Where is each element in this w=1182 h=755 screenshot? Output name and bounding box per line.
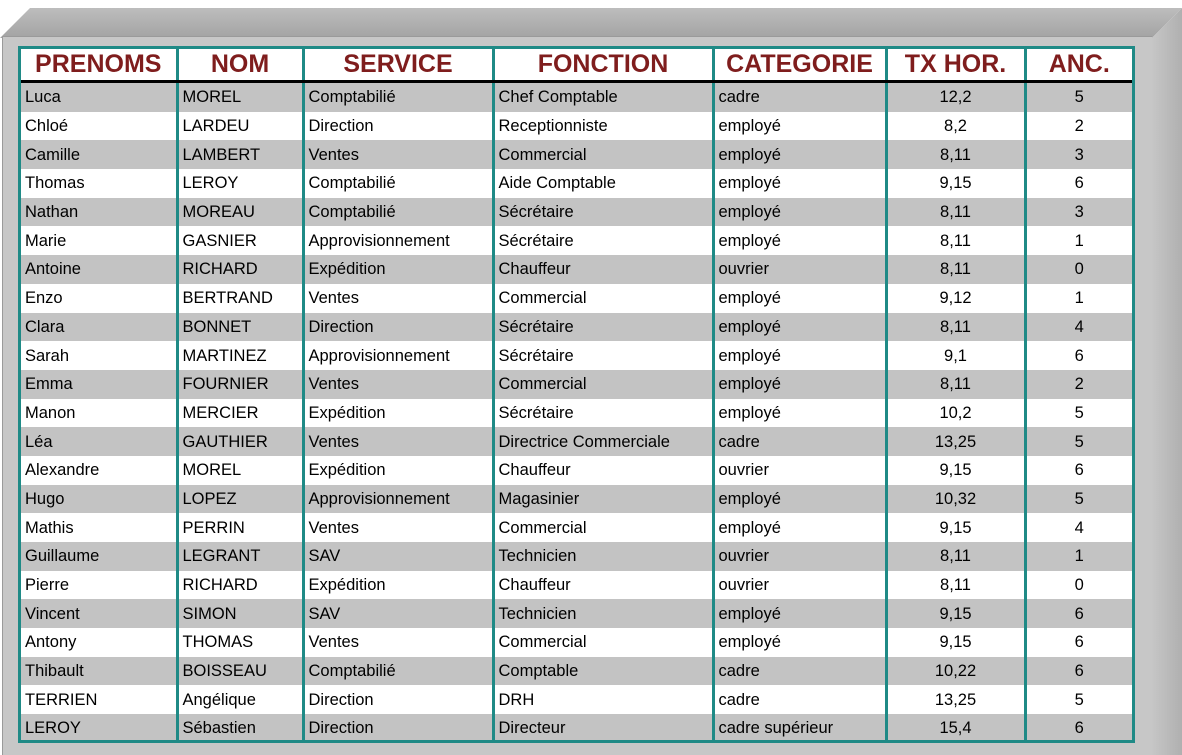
- prenom-cell: Thibault: [21, 657, 177, 686]
- service-cell: Direction: [303, 685, 493, 714]
- taux-horaire-cell: 9,12: [886, 284, 1025, 313]
- categorie-cell: employé: [713, 140, 886, 169]
- table-row: [21, 399, 1132, 428]
- table-row: [21, 628, 1132, 657]
- prenom-cell: Nathan: [21, 198, 177, 227]
- nom-cell: THOMAS: [177, 628, 303, 657]
- categorie-cell: employé: [713, 313, 886, 342]
- service-cell: Ventes: [303, 284, 493, 313]
- service-cell: Expédition: [303, 255, 493, 284]
- categorie-cell: cadre: [713, 657, 886, 686]
- taux-horaire-cell: 8,11: [886, 226, 1025, 255]
- service-cell: Direction: [303, 112, 493, 141]
- anciennete-cell: 1: [1025, 284, 1132, 313]
- fonction-cell: Commercial: [493, 628, 713, 657]
- nom-cell: FOURNIER: [177, 370, 303, 399]
- taux-horaire-cell: 8,11: [886, 571, 1025, 600]
- table-row: [21, 485, 1132, 514]
- nom-cell: SIMON: [177, 599, 303, 628]
- service-cell: SAV: [303, 542, 493, 571]
- table-row: [21, 198, 1132, 227]
- prenom-cell: Hugo: [21, 485, 177, 514]
- table-row: [21, 341, 1132, 370]
- taux-horaire-cell: 10,2: [886, 399, 1025, 428]
- nom-cell: LOPEZ: [177, 485, 303, 514]
- prenom-cell: Léa: [21, 427, 177, 456]
- taux-horaire-cell: 8,11: [886, 370, 1025, 399]
- nom-cell: LAMBERT: [177, 140, 303, 169]
- fonction-cell: Directeur: [493, 714, 713, 743]
- column-header-nom: NOM: [177, 49, 303, 82]
- fonction-cell: Receptionniste: [493, 112, 713, 141]
- anciennete-cell: 5: [1025, 685, 1132, 714]
- nom-cell: GASNIER: [177, 226, 303, 255]
- anciennete-cell: 6: [1025, 714, 1132, 743]
- fonction-cell: Commercial: [493, 513, 713, 542]
- table-row: [21, 226, 1132, 255]
- anciennete-cell: 2: [1025, 112, 1132, 141]
- categorie-cell: cadre: [713, 685, 886, 714]
- nom-cell: Angélique: [177, 685, 303, 714]
- prenom-cell: Mathis: [21, 513, 177, 542]
- service-cell: Comptabilié: [303, 198, 493, 227]
- taux-horaire-cell: 9,15: [886, 628, 1025, 657]
- fonction-cell: Directrice Commerciale: [493, 427, 713, 456]
- prenom-cell: Vincent: [21, 599, 177, 628]
- prenom-cell: Luca: [21, 82, 177, 112]
- categorie-cell: ouvrier: [713, 255, 886, 284]
- table-row: [21, 685, 1132, 714]
- prenom-cell: Emma: [21, 370, 177, 399]
- service-cell: Approvisionnement: [303, 226, 493, 255]
- header-row: [21, 49, 1132, 82]
- categorie-cell: employé: [713, 599, 886, 628]
- categorie-cell: employé: [713, 399, 886, 428]
- table-body: [21, 82, 1132, 743]
- table-row: [21, 112, 1132, 141]
- categorie-cell: employé: [713, 198, 886, 227]
- service-cell: Ventes: [303, 628, 493, 657]
- fonction-cell: Commercial: [493, 284, 713, 313]
- nom-cell: MOREL: [177, 82, 303, 112]
- prenom-cell: Alexandre: [21, 456, 177, 485]
- table-row: [21, 657, 1132, 686]
- service-cell: Approvisionnement: [303, 341, 493, 370]
- prenom-cell: Marie: [21, 226, 177, 255]
- fonction-cell: Aide Comptable: [493, 169, 713, 198]
- column-header-fonction: FONCTION: [493, 49, 713, 82]
- table-row: [21, 571, 1132, 600]
- prenom-cell: TERRIEN: [21, 685, 177, 714]
- taux-horaire-cell: 8,2: [886, 112, 1025, 141]
- taux-horaire-cell: 8,11: [886, 140, 1025, 169]
- service-cell: Direction: [303, 313, 493, 342]
- column-header-taux-horaire: TX HOR.: [886, 49, 1025, 82]
- fonction-cell: Magasinier: [493, 485, 713, 514]
- table-row: [21, 427, 1132, 456]
- anciennete-cell: 5: [1025, 427, 1132, 456]
- taux-horaire-cell: 8,11: [886, 313, 1025, 342]
- nom-cell: RICHARD: [177, 571, 303, 600]
- column-header-service: SERVICE: [303, 49, 493, 82]
- categorie-cell: ouvrier: [713, 542, 886, 571]
- taux-horaire-cell: 13,25: [886, 685, 1025, 714]
- prenom-cell: Guillaume: [21, 542, 177, 571]
- categorie-cell: employé: [713, 485, 886, 514]
- nom-cell: MERCIER: [177, 399, 303, 428]
- categorie-cell: employé: [713, 628, 886, 657]
- prenom-cell: Enzo: [21, 284, 177, 313]
- fonction-cell: Technicien: [493, 542, 713, 571]
- nom-cell: LARDEU: [177, 112, 303, 141]
- prenom-cell: Clara: [21, 313, 177, 342]
- prenom-cell: LEROY: [21, 714, 177, 743]
- nom-cell: LEGRANT: [177, 542, 303, 571]
- categorie-cell: ouvrier: [713, 571, 886, 600]
- frame-right-bevel: [1152, 8, 1182, 755]
- taux-horaire-cell: 12,2: [886, 82, 1025, 112]
- fonction-cell: Sécrétaire: [493, 313, 713, 342]
- frame-top-bevel: [0, 8, 1182, 38]
- employee-table-container: [18, 46, 1135, 743]
- anciennete-cell: 4: [1025, 313, 1132, 342]
- taux-horaire-cell: 9,1: [886, 341, 1025, 370]
- taux-horaire-cell: 8,11: [886, 542, 1025, 571]
- categorie-cell: cadre: [713, 427, 886, 456]
- categorie-cell: ouvrier: [713, 456, 886, 485]
- nom-cell: MOREL: [177, 456, 303, 485]
- nom-cell: RICHARD: [177, 255, 303, 284]
- service-cell: Comptabilié: [303, 82, 493, 112]
- service-cell: Comptabilié: [303, 169, 493, 198]
- fonction-cell: Comptable: [493, 657, 713, 686]
- taux-horaire-cell: 9,15: [886, 599, 1025, 628]
- categorie-cell: cadre: [713, 82, 886, 112]
- anciennete-cell: 0: [1025, 571, 1132, 600]
- fonction-cell: Commercial: [493, 140, 713, 169]
- prenom-cell: Sarah: [21, 341, 177, 370]
- prenom-cell: Manon: [21, 399, 177, 428]
- anciennete-cell: 5: [1025, 485, 1132, 514]
- fonction-cell: Sécrétaire: [493, 226, 713, 255]
- service-cell: Expédition: [303, 456, 493, 485]
- taux-horaire-cell: 9,15: [886, 513, 1025, 542]
- prenom-cell: Chloé: [21, 112, 177, 141]
- categorie-cell: employé: [713, 226, 886, 255]
- service-cell: Expédition: [303, 571, 493, 600]
- table-row: [21, 82, 1132, 112]
- taux-horaire-cell: 8,11: [886, 198, 1025, 227]
- table-row: [21, 542, 1132, 571]
- service-cell: Direction: [303, 714, 493, 743]
- anciennete-cell: 4: [1025, 513, 1132, 542]
- nom-cell: MARTINEZ: [177, 341, 303, 370]
- nom-cell: BOISSEAU: [177, 657, 303, 686]
- categorie-cell: cadre supérieur: [713, 714, 886, 743]
- anciennete-cell: 2: [1025, 370, 1132, 399]
- table-row: [21, 370, 1132, 399]
- prenom-cell: Pierre: [21, 571, 177, 600]
- fonction-cell: Chauffeur: [493, 456, 713, 485]
- anciennete-cell: 5: [1025, 399, 1132, 428]
- anciennete-cell: 6: [1025, 657, 1132, 686]
- anciennete-cell: 1: [1025, 542, 1132, 571]
- taux-horaire-cell: 10,22: [886, 657, 1025, 686]
- taux-horaire-cell: 15,4: [886, 714, 1025, 743]
- table-row: [21, 313, 1132, 342]
- fonction-cell: Sécrétaire: [493, 399, 713, 428]
- table-row: [21, 599, 1132, 628]
- fonction-cell: Chauffeur: [493, 571, 713, 600]
- table-row: [21, 255, 1132, 284]
- employee-table: [21, 49, 1132, 743]
- service-cell: SAV: [303, 599, 493, 628]
- taux-horaire-cell: 13,25: [886, 427, 1025, 456]
- service-cell: Ventes: [303, 370, 493, 399]
- fonction-cell: Technicien: [493, 599, 713, 628]
- anciennete-cell: 3: [1025, 198, 1132, 227]
- table-row: [21, 140, 1132, 169]
- column-header-categorie: CATEGORIE: [713, 49, 886, 82]
- anciennete-cell: 3: [1025, 140, 1132, 169]
- nom-cell: BONNET: [177, 313, 303, 342]
- table-row: [21, 284, 1132, 313]
- nom-cell: GAUTHIER: [177, 427, 303, 456]
- table-row: [21, 456, 1132, 485]
- categorie-cell: employé: [713, 112, 886, 141]
- fonction-cell: Sécrétaire: [493, 198, 713, 227]
- nom-cell: MOREAU: [177, 198, 303, 227]
- categorie-cell: employé: [713, 169, 886, 198]
- prenom-cell: Thomas: [21, 169, 177, 198]
- service-cell: Ventes: [303, 513, 493, 542]
- categorie-cell: employé: [713, 284, 886, 313]
- nom-cell: BERTRAND: [177, 284, 303, 313]
- taux-horaire-cell: 9,15: [886, 169, 1025, 198]
- fonction-cell: DRH: [493, 685, 713, 714]
- taux-horaire-cell: 9,15: [886, 456, 1025, 485]
- anciennete-cell: 0: [1025, 255, 1132, 284]
- table-row: [21, 169, 1132, 198]
- service-cell: Approvisionnement: [303, 485, 493, 514]
- taux-horaire-cell: 10,32: [886, 485, 1025, 514]
- fonction-cell: Commercial: [493, 370, 713, 399]
- categorie-cell: employé: [713, 341, 886, 370]
- fonction-cell: Sécrétaire: [493, 341, 713, 370]
- prenom-cell: Camille: [21, 140, 177, 169]
- nom-cell: PERRIN: [177, 513, 303, 542]
- anciennete-cell: 6: [1025, 599, 1132, 628]
- taux-horaire-cell: 8,11: [886, 255, 1025, 284]
- anciennete-cell: 1: [1025, 226, 1132, 255]
- fonction-cell: Chauffeur: [493, 255, 713, 284]
- column-header-anciennete: ANC.: [1025, 49, 1132, 82]
- categorie-cell: employé: [713, 513, 886, 542]
- prenom-cell: Antony: [21, 628, 177, 657]
- service-cell: Expédition: [303, 399, 493, 428]
- fonction-cell: Chef Comptable: [493, 82, 713, 112]
- service-cell: Ventes: [303, 140, 493, 169]
- column-header-prenoms: PRENOMS: [21, 49, 177, 82]
- nom-cell: LEROY: [177, 169, 303, 198]
- anciennete-cell: 6: [1025, 341, 1132, 370]
- table-row: [21, 714, 1132, 743]
- anciennete-cell: 6: [1025, 456, 1132, 485]
- service-cell: Comptabilié: [303, 657, 493, 686]
- anciennete-cell: 5: [1025, 82, 1132, 112]
- nom-cell: Sébastien: [177, 714, 303, 743]
- prenom-cell: Antoine: [21, 255, 177, 284]
- anciennete-cell: 6: [1025, 628, 1132, 657]
- service-cell: Ventes: [303, 427, 493, 456]
- table-row: [21, 513, 1132, 542]
- categorie-cell: employé: [713, 370, 886, 399]
- anciennete-cell: 6: [1025, 169, 1132, 198]
